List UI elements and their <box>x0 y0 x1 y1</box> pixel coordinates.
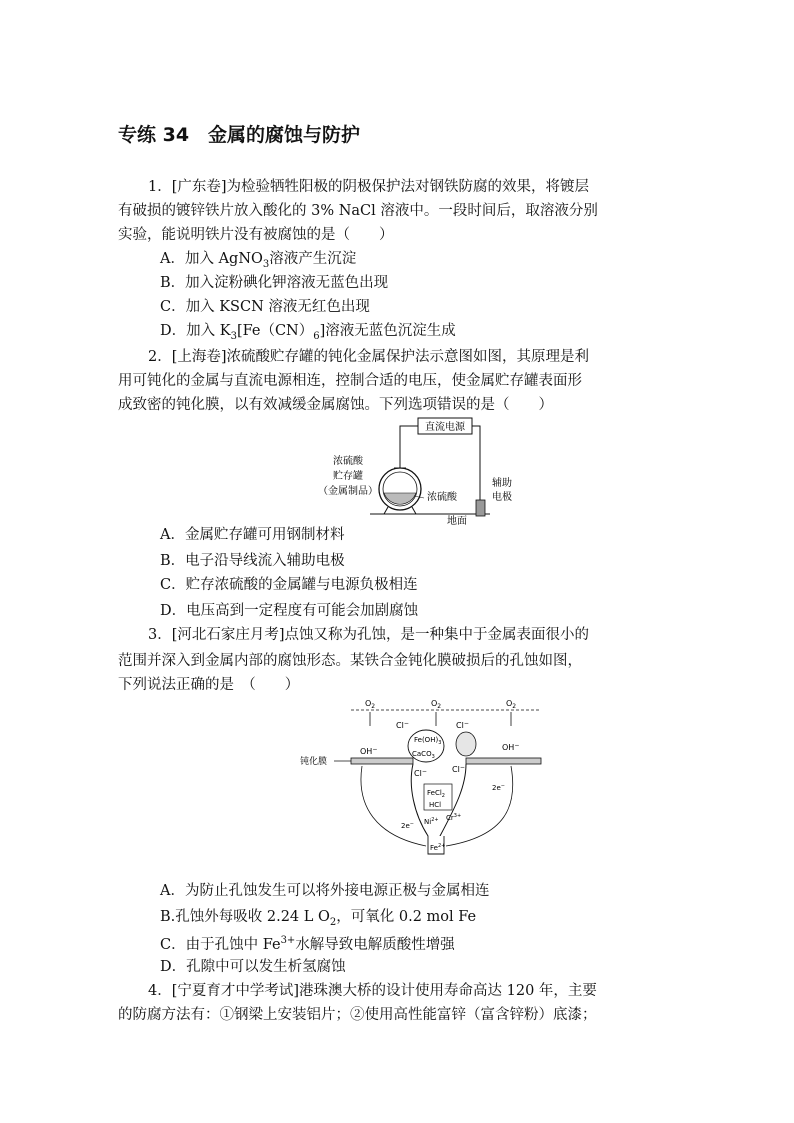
q1-option-a: A．加入 AgNO$_3$溶液产生沉淀 <box>160 251 357 270</box>
cr-label: $Cr^{3+}$ <box>446 813 462 822</box>
q1-option-c: C．加入 KSCN 溶液无红色出现 <box>160 299 370 315</box>
cl-label-1: Cl− <box>396 720 409 730</box>
q4-stem-line-2: 的防腐方法有：①钢梁上安装铝片；②使用高性能富锌（富含锌粉）底漆； <box>118 1007 597 1023</box>
cl-label-4: Cl− <box>452 764 465 774</box>
wire-left <box>400 426 418 474</box>
q3-option-b: B.孔蚀外每吸收 2.24 L $O_2$，可氧化 0.2 mol Fe <box>160 909 477 928</box>
film-label: 钝化膜 <box>300 757 328 767</box>
q1-stem-line-2: 有破损的镀锌铁片放入酸化的 3% NaCl 溶液中。一段时间后，取溶液分别 <box>118 203 598 219</box>
o2-label-left: $O_2$ <box>364 699 376 710</box>
power-supply-label: 直流电源 <box>425 422 465 433</box>
q2-passivation-diagram <box>300 414 540 526</box>
wire-right <box>472 426 480 500</box>
q2-option-b: B．电子沿导线流入辅助电极 <box>160 553 345 569</box>
film-left <box>351 758 413 764</box>
ni-label: $Ni^{2+}$ <box>424 817 439 826</box>
q1-option-d: D．加入 $K_3[Fe(CN)_6]$溶液无蓝色沉淀生成 <box>160 323 456 342</box>
o2-label-right: $O_2$ <box>505 699 517 710</box>
q2-stem-line-1: 2．[上海卷]浓硫酸贮存罐的钝化金属保护法示意图如图，其原理是利 <box>148 349 590 365</box>
oh-label-left: OH− <box>360 746 378 756</box>
acid-label: 浓硫酸 <box>427 492 457 503</box>
q3-pitting-diagram <box>296 696 546 876</box>
electrode-label-1: 辅助 <box>492 478 512 489</box>
q4-stem-line-1: 4．[宁夏育才中学考试]港珠澳大桥的设计使用寿命高达 120 年，主要 <box>148 983 597 999</box>
q3-stem-line-3: 下列说法正确的是 （ ） <box>118 677 300 693</box>
cl-label-3: Cl− <box>414 768 427 778</box>
tank-support-left <box>384 507 388 514</box>
q3-option-a: A．为防止孔蚀发生可以将外接电源正极与金属相连 <box>160 883 490 899</box>
q2-option-c: C．贮存浓硫酸的金属罐与电源负极相连 <box>160 577 418 593</box>
feoh3-label: $Fe(OH)_3$ <box>414 736 442 746</box>
ground-label: 地面 <box>447 516 467 526</box>
fe-label: $Fe^{2+}$ <box>430 843 446 852</box>
hcl-label: HCl <box>429 801 442 809</box>
q2-stem-line-2: 用可钝化的金属与直流电源相连，控制合适的电压，使金属贮存罐表面形 <box>118 373 582 389</box>
tank-support-right <box>412 507 416 514</box>
tank-label-2: 贮存罐 <box>333 471 363 482</box>
q2-stem-line-3: 成致密的钝化膜，以有效减缓金属腐蚀。下列选项错误的是（ ） <box>118 397 553 413</box>
q1-option-b: B．加入淀粉碘化钾溶液无蓝色出现 <box>160 275 389 291</box>
film-right <box>466 758 541 764</box>
oh-label-right: OH− <box>502 742 520 752</box>
fecl2-label: FeCl$_2$ <box>427 789 445 799</box>
electrode-label-2: 电极 <box>492 492 512 503</box>
q3-stem-line-2: 范围并深入到金属内部的腐蚀形态。某铁合金钝化膜破损后的孔蚀如图， <box>118 653 582 669</box>
q2-option-a: A．金属贮存罐可用钢制材料 <box>160 527 345 543</box>
o2-label-middle: $O_2$ <box>430 699 442 710</box>
electron-label-right: 2e− <box>492 783 505 792</box>
electron-label-left: 2e− <box>401 821 414 830</box>
corrosion-nodule <box>456 732 476 756</box>
auxiliary-electrode <box>476 500 485 516</box>
q3-option-c: C．由于孔蚀中 $Fe^{3+}$水解导致电解质酸性增强 <box>160 935 455 953</box>
caco3-label: CaCO$_3$ <box>412 750 435 760</box>
cl-label-2: Cl− <box>456 720 469 730</box>
q3-option-d: D．孔隙中可以发生析氢腐蚀 <box>160 959 346 975</box>
q1-stem-line-1: 1．[广东卷]为检验牺牲阳极的阴极保护法对钢铁防腐的效果，将镀层 <box>148 179 590 195</box>
tank-label-3: （金属制品） <box>318 486 378 497</box>
q3-stem-line-1: 3．[河北石家庄月考]点蚀又称为孔蚀，是一种集中于金属表面很小的 <box>148 627 590 643</box>
q2-option-d: D．电压高到一定程度有可能会加剧腐蚀 <box>160 603 419 619</box>
page-title: 专练 34 金属的腐蚀与防护 <box>118 124 361 146</box>
tank-label-1: 浓硫酸 <box>333 456 363 467</box>
q1-stem-line-3: 实验，能说明铁片没有被腐蚀的是（ ） <box>118 227 394 243</box>
